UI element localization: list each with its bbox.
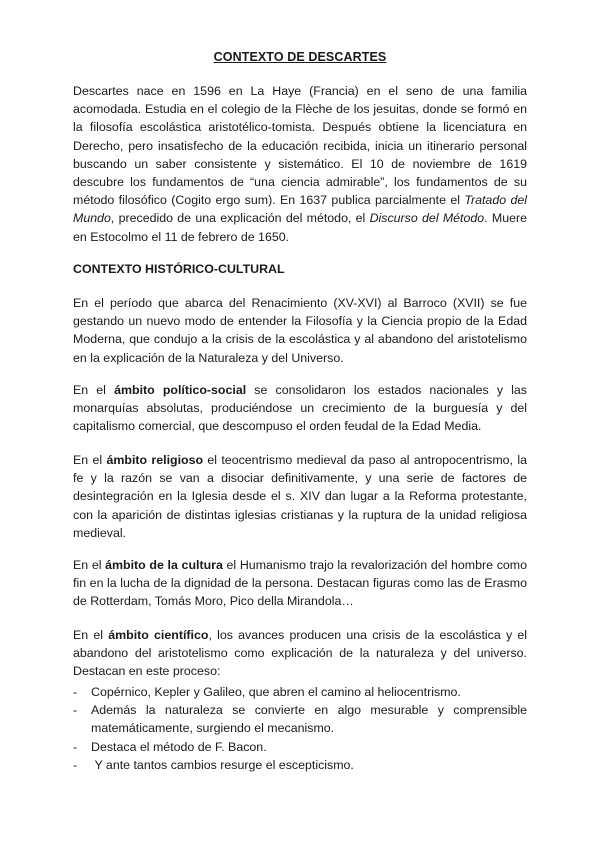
period-paragraph: En el período que abarca del Renacimiento (XV-XVI) al Barroco (XVII) se fue gestando un nuevo modo de entender la Filosofía y la Ciencia propio de la Edad Moderna, que condujo a la crisis de la escolástica y al abandono del aristotelismo en la explicación de la Naturaleza y del Universo. [73, 296, 527, 365]
scientific-term: ámbito científico [108, 628, 209, 642]
political-social-paragraph: En el ámbito político-social se consolidaron los estados nacionales y las monarquías absolutas, produciéndose un crecimiento de la burguesía y del capitalismo comercial, que descompuso el orden feudal de la Edad Media. [73, 383, 527, 434]
intro-paragraph [73, 82, 527, 246]
intro-text-3: . Muere en Estocolmo el 11 de febrero de 1650. [73, 211, 527, 244]
religious-paragraph: En el ámbito religioso el teocentrismo medieval da paso al antropocentrismo, la fe y la razón se van a disociar definitivamente, y una serie de factores de desintegración en la Iglesia desde el s. XIV dan lugar a la Reforma protestante, con la aparición de distintas iglesias cristianas y la ruptura de la unidad religiosa medieval. [73, 453, 527, 540]
intro-text-1: Descartes nace en 1596 en La Haye (Francia) en el seno de una familia acomodada. Estudia en el colegio de la Flèche de los jesuitas, donde se formó en la filosofía escolástica aristotélico-tomista. Después obtiene la licenciatura en Derecho, pero insatisfecho de la educación recibida, inicia un itinerario personal buscando un saber consistente y sistemático. El 10 de noviembre de 1619 descubre los fundamentos de “una ciencia admirable”, los fundamentos de su método filosófico (Cogito ergo sum). En 1637 publica parcialmente el [73, 84, 527, 208]
list-dash: - [73, 757, 78, 772]
scientific-paragraph: En el ámbito científico, los avances producen una crisis de la escolástica y el abandono del aristotelismo como explicación de la naturaleza y del universo. Destacan en este proceso: [73, 628, 528, 679]
scientific-list [73, 683, 527, 774]
political-social-term: ámbito político-social [114, 383, 247, 397]
document-title: CONTEXTO DE DESCARTES [213, 50, 387, 64]
section-heading: CONTEXTO HISTÓRICO-CULTURAL [73, 262, 285, 276]
work-discurso-del-metodo: Discurso del Método [369, 211, 485, 226]
list-item: - Y ante tantos cambios resurge el escepticismo. [73, 756, 527, 774]
list-dash: - [73, 685, 78, 699]
religious-term: ámbito religioso [106, 453, 204, 467]
list-item: - Destaca el método de F. Bacon. [73, 738, 527, 756]
list-dash: - [73, 739, 78, 754]
culture-paragraph: En el ámbito de la cultura el Humanismo trajo la revalorización del hombre como fin en la lucha de la dignidad de la persona. Destacan figuras como las de Erasmo de Rotterdam, Tomás Moro, Pico della Mirandola… [73, 558, 528, 609]
culture-term: ámbito de la cultura [105, 558, 223, 572]
list-item: - Copérnico, Kepler y Galileo, que abren el camino al heliocentrismo. [73, 683, 527, 701]
intro-text-2: , precedido de una explicación del método, el [110, 211, 370, 226]
list-item: - Además la naturaleza se convierte en algo mesurable y comprensible matemáticamente, surgiendo el mecanismo. [73, 703, 527, 736]
work-tratado-del-mundo: Tratado del Mundo [73, 193, 527, 226]
list-dash: - [73, 703, 78, 718]
